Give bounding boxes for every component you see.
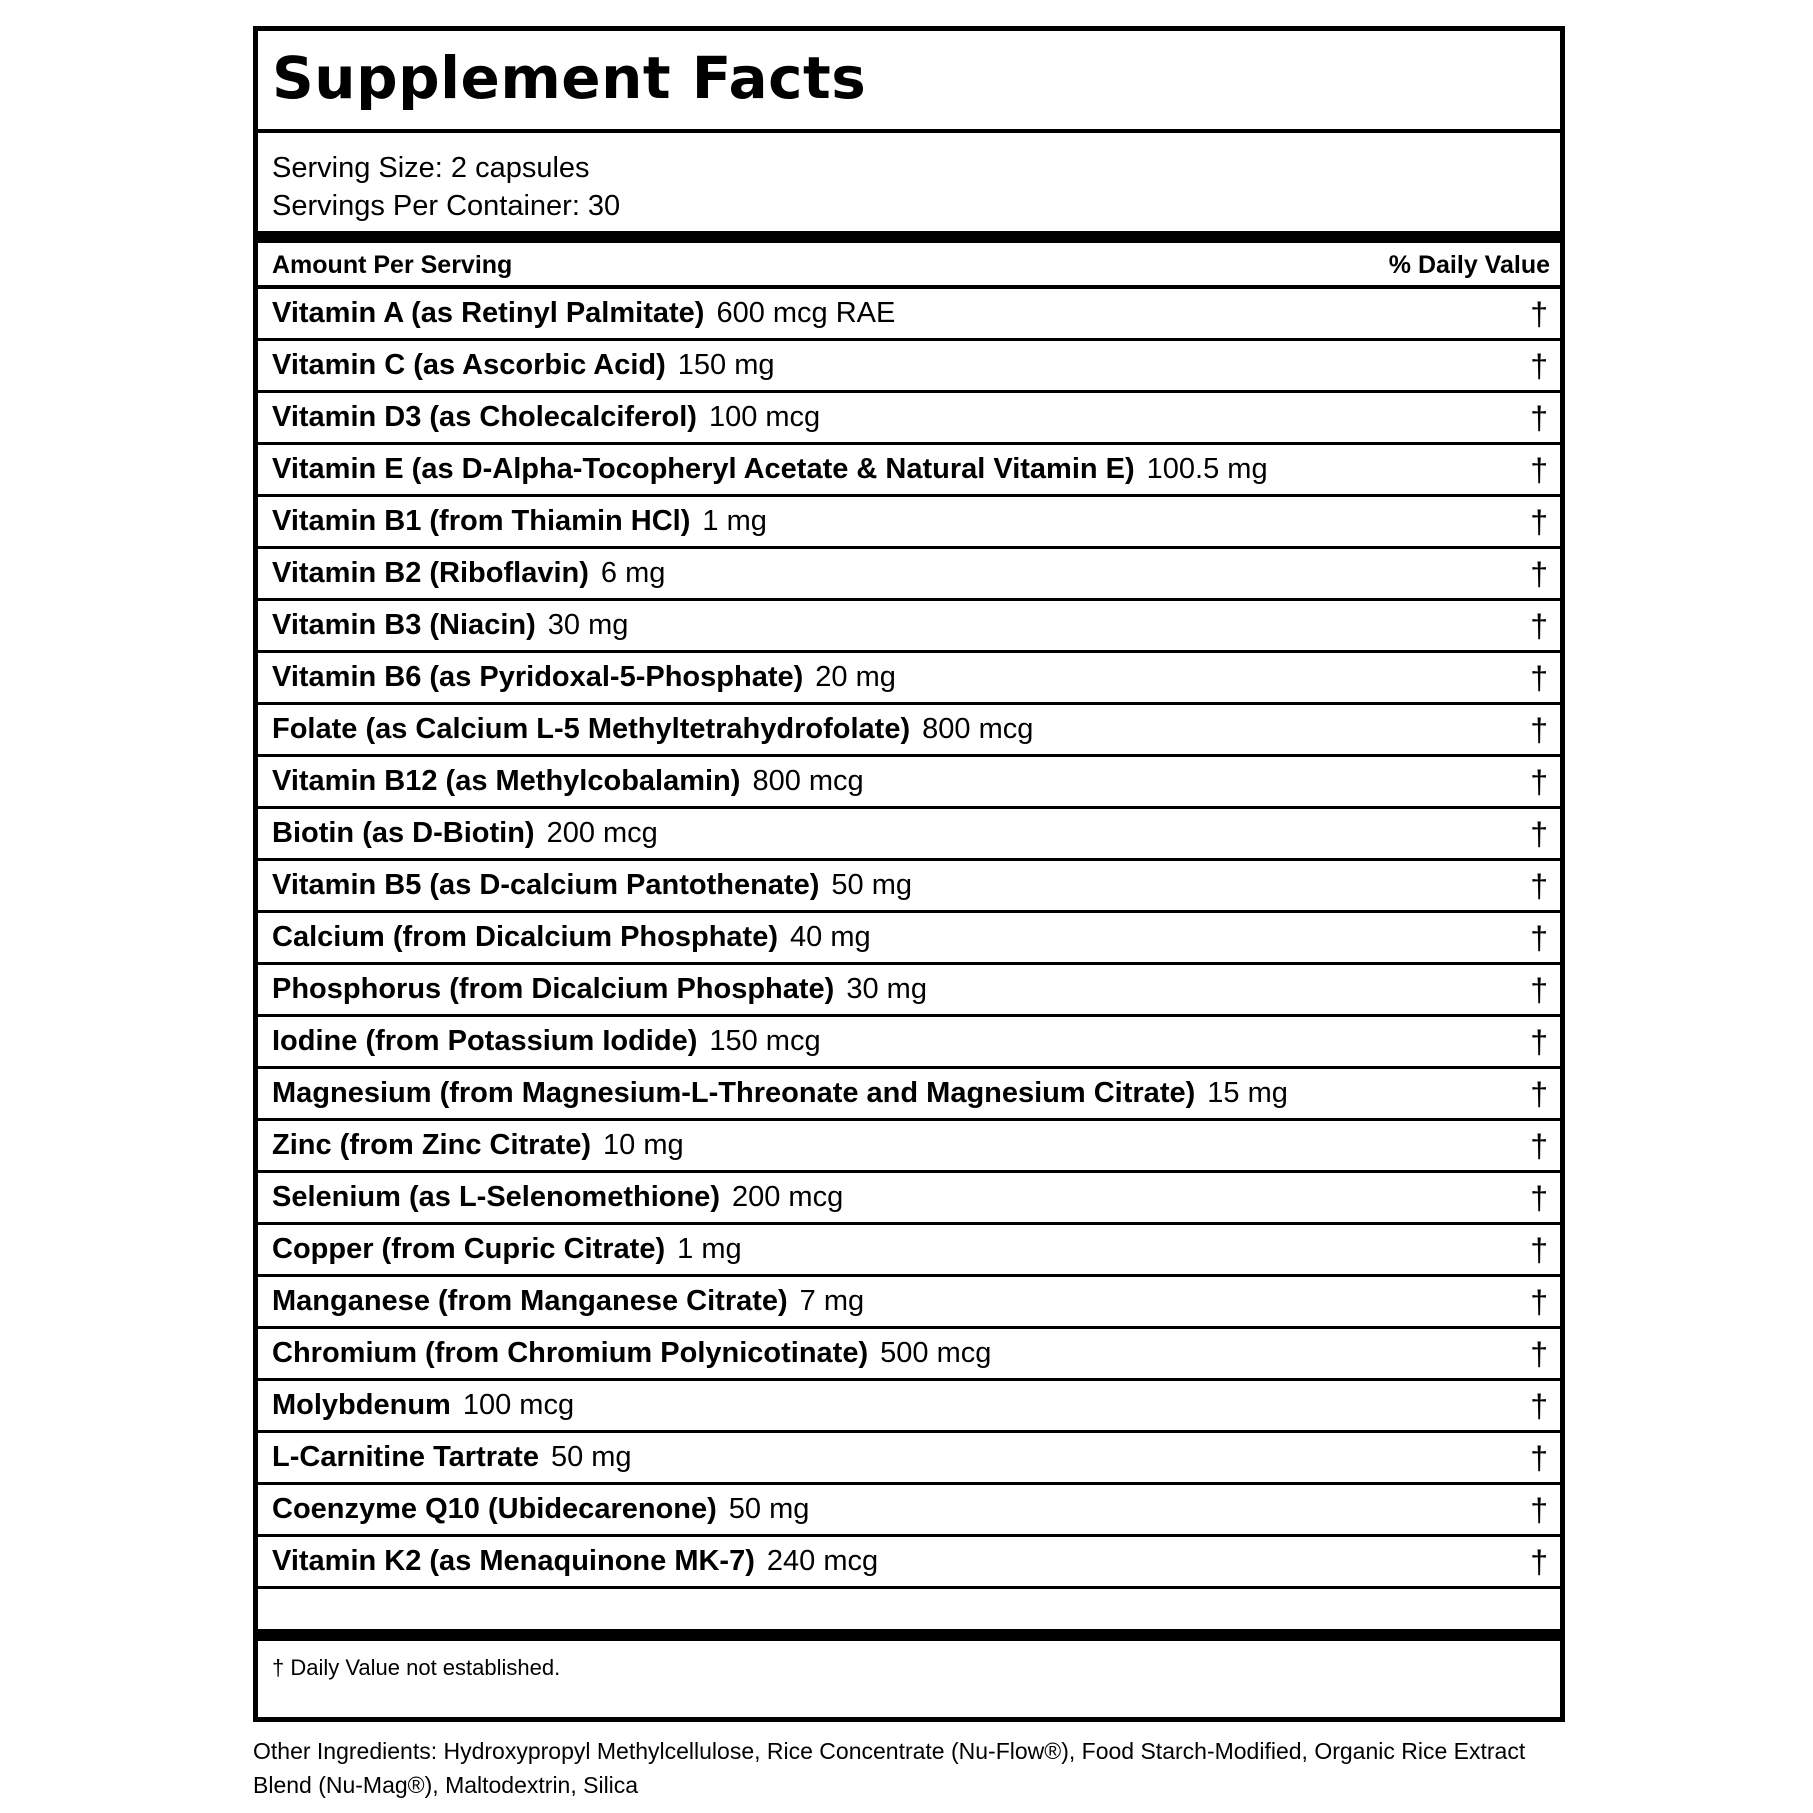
daily-value-dagger: † (1530, 1336, 1548, 1372)
daily-value-dagger: † (1530, 608, 1548, 644)
nutrient-amount: 40 mg (790, 921, 871, 953)
table-row (258, 653, 1560, 705)
nutrient-label (272, 1433, 632, 1481)
nutrient-amount: 7 mg (799, 1285, 865, 1317)
nutrient-label (272, 913, 871, 961)
nutrient-name: Vitamin C (as Ascorbic Acid) (272, 349, 666, 381)
nutrient-label (272, 965, 927, 1013)
nutrient-amount: 200 mcg (731, 1181, 844, 1213)
table-row (258, 1277, 1560, 1329)
nutrient-label (272, 1277, 864, 1325)
daily-value-dagger: † (1530, 1076, 1548, 1112)
daily-value-dagger: † (1530, 868, 1548, 904)
daily-value-dagger: † (1530, 1128, 1548, 1164)
nutrient-name: Biotin (as D-Biotin) (272, 817, 535, 849)
nutrient-name: Vitamin D3 (as Cholecalciferol) (272, 401, 697, 433)
table-row (258, 1537, 1560, 1589)
nutrient-amount: 50 mg (550, 1441, 632, 1473)
daily-value-dagger: † (1530, 1388, 1548, 1424)
nutrient-name: Coenzyme Q10 (Ubidecarenone) (272, 1493, 717, 1525)
nutrient-label (272, 653, 896, 701)
nutrient-name: Folate (as Calcium L-5 Methyltetrahydrofolate) (272, 713, 911, 745)
nutrient-name: Vitamin A (as Retinyl Palmitate) (272, 297, 705, 329)
daily-value-dagger: † (1530, 1232, 1548, 1268)
table-row (258, 913, 1560, 965)
table-row (258, 601, 1560, 653)
nutrient-list (258, 289, 1560, 1589)
amount-per-serving-header: Amount Per Serving (272, 251, 513, 279)
nutrient-amount: 100.5 mg (1146, 453, 1268, 485)
nutrient-label (272, 861, 912, 909)
nutrient-amount: 100 mcg (462, 1389, 575, 1421)
serving-size: Serving Size: 2 capsules (272, 152, 590, 184)
table-row (258, 393, 1560, 445)
nutrient-name: Molybdenum (272, 1389, 451, 1421)
panel-title: Supplement Facts (272, 44, 867, 112)
daily-value-dagger: † (1530, 1544, 1548, 1580)
daily-value-dagger: † (1530, 816, 1548, 852)
nutrient-name: L-Carnitine Tartrate (272, 1441, 539, 1473)
table-row (258, 1225, 1560, 1277)
table-row (258, 705, 1560, 757)
nutrient-name: Magnesium (from Magnesium-L-Threonate and Magnesium Citrate) (272, 1077, 1196, 1109)
nutrient-amount: 30 mg (547, 609, 629, 641)
daily-value-dagger: † (1530, 1024, 1548, 1060)
nutrient-label (272, 1173, 843, 1221)
daily-value-dagger: † (1530, 504, 1548, 540)
table-row (258, 289, 1560, 341)
daily-value-dagger: † (1530, 1180, 1548, 1216)
nutrient-name: Manganese (from Manganese Citrate) (272, 1285, 788, 1317)
nutrient-amount: 150 mg (677, 349, 775, 381)
daily-value-dagger: † (1530, 764, 1548, 800)
nutrient-amount: 15 mg (1207, 1077, 1288, 1109)
nutrient-name: Iodine (from Potassium Iodide) (272, 1025, 698, 1057)
nutrient-name: Vitamin B12 (as Methylcobalamin) (272, 765, 741, 797)
daily-value-dagger: † (1530, 452, 1548, 488)
nutrient-amount: 240 mcg (766, 1545, 879, 1577)
nutrient-label (272, 705, 1033, 753)
nutrient-amount: 20 mg (815, 661, 896, 693)
nutrient-label (272, 809, 658, 857)
nutrient-name: Zinc (from Zinc Citrate) (272, 1129, 592, 1161)
supplement-facts-panel (253, 26, 1565, 1722)
table-row (258, 1017, 1560, 1069)
divider-thick-bottom (258, 1629, 1560, 1641)
nutrient-label (272, 1381, 574, 1429)
nutrient-name: Vitamin B3 (Niacin) (272, 609, 536, 641)
nutrient-amount: 1 mg (677, 1233, 742, 1265)
other-ingredients: Other Ingredients: Hydroxypropyl Methylcellulose, Rice Concentrate (Nu-Flow®), Food Starch-Modified, Organic Rice Extract Blend (Nu-Mag®), Maltodextrin, Silica (253, 1738, 1526, 1798)
nutrient-label (272, 497, 767, 545)
nutrient-name: Vitamin B5 (as D-calcium Pantothenate) (272, 869, 820, 901)
table-row (258, 1173, 1560, 1225)
servings-per-container: Servings Per Container: 30 (272, 190, 621, 222)
nutrient-label (272, 393, 820, 441)
nutrient-amount: 150 mcg (709, 1025, 821, 1057)
nutrient-name: Selenium (as L-Selenomethione) (272, 1181, 720, 1213)
table-row (258, 861, 1560, 913)
table-row (258, 809, 1560, 861)
nutrient-name: Calcium (from Dicalcium Phosphate) (272, 921, 778, 953)
nutrient-name: Vitamin B2 (Riboflavin) (272, 557, 589, 589)
nutrient-label (272, 1537, 878, 1585)
table-row (258, 549, 1560, 601)
table-row (258, 445, 1560, 497)
nutrient-name: Vitamin K2 (as Menaquinone MK-7) (272, 1545, 755, 1577)
divider-thick-top (258, 231, 1560, 243)
table-row (258, 1069, 1560, 1121)
daily-value-dagger: † (1530, 1440, 1548, 1476)
nutrient-amount: 100 mcg (708, 401, 821, 433)
nutrient-amount: 6 mg (600, 557, 666, 589)
column-header (258, 243, 1560, 289)
nutrient-label (272, 1017, 821, 1065)
table-row (258, 757, 1560, 809)
daily-value-dagger: † (1530, 348, 1548, 384)
daily-value-dagger: † (1530, 920, 1548, 956)
daily-value-dagger: † (1530, 972, 1548, 1008)
daily-value-dagger: † (1530, 660, 1548, 696)
daily-value-dagger: † (1530, 556, 1548, 592)
nutrient-amount: 800 mcg (752, 765, 864, 797)
daily-value-dagger: † (1530, 1492, 1548, 1528)
nutrient-label (272, 341, 775, 389)
nutrient-label (272, 549, 665, 597)
title-section (258, 31, 1560, 133)
table-row (258, 1433, 1560, 1485)
nutrient-amount: 30 mg (846, 973, 927, 1005)
nutrient-name: Vitamin B6 (as Pyridoxal-5-Phosphate) (272, 661, 804, 693)
table-row (258, 1485, 1560, 1537)
footnote: † Daily Value not established. (272, 1655, 561, 1680)
nutrient-label (272, 1069, 1288, 1117)
daily-value-dagger: † (1530, 400, 1548, 436)
nutrient-amount: 50 mg (831, 869, 912, 901)
daily-value-header: % Daily Value (1388, 251, 1550, 279)
table-row (258, 1329, 1560, 1381)
serving-info (272, 149, 620, 225)
nutrient-name: Phosphorus (from Dicalcium Phosphate) (272, 973, 835, 1005)
nutrient-label (272, 757, 864, 805)
daily-value-dagger: † (1530, 712, 1548, 748)
nutrient-name: Vitamin B1 (from Thiamin HCl) (272, 505, 691, 537)
nutrient-label (272, 445, 1268, 493)
table-row (258, 1121, 1560, 1173)
nutrient-label (272, 601, 628, 649)
nutrient-label (272, 1485, 809, 1533)
nutrient-name: Copper (from Cupric Citrate) (272, 1233, 666, 1265)
nutrient-amount: 600 mcg RAE (716, 297, 896, 329)
nutrient-name: Chromium (from Chromium Polynicotinate) (272, 1337, 869, 1369)
nutrient-amount: 200 mcg (546, 817, 658, 849)
nutrient-label (272, 1329, 991, 1377)
nutrient-label (272, 1121, 684, 1169)
nutrient-amount: 500 mcg (880, 1337, 992, 1369)
nutrient-amount: 800 mcg (922, 713, 1034, 745)
nutrient-label (272, 289, 895, 337)
nutrient-amount: 50 mg (728, 1493, 810, 1525)
table-row (258, 965, 1560, 1017)
daily-value-dagger: † (1530, 1284, 1548, 1320)
table-row (258, 497, 1560, 549)
nutrient-amount: 1 mg (702, 505, 767, 537)
table-row (258, 1381, 1560, 1433)
nutrient-name: Vitamin E (as D-Alpha-Tocopheryl Acetate & Natural Vitamin E) (272, 453, 1135, 485)
table-row (258, 341, 1560, 393)
nutrient-label (272, 1225, 742, 1273)
nutrient-amount: 10 mg (603, 1129, 684, 1161)
daily-value-dagger: † (1530, 296, 1548, 332)
